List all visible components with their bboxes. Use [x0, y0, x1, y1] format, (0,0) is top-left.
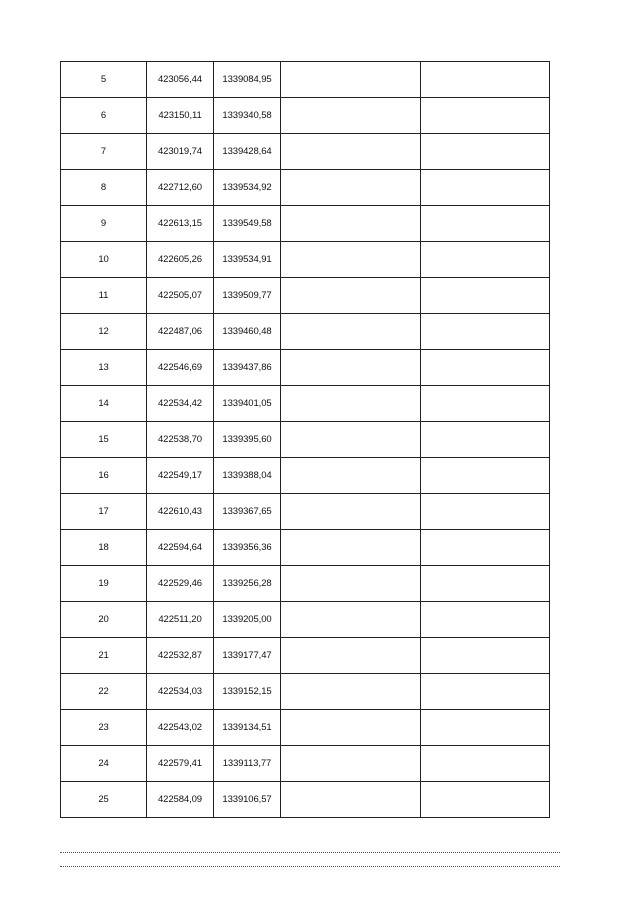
x-coordinate-cell: 422534,42: [147, 386, 214, 422]
blank-cell-5: [421, 314, 550, 350]
x-coordinate-cell: 422610,43: [147, 494, 214, 530]
y-coordinate-cell: 1339428,64: [214, 134, 281, 170]
table-row: [61, 782, 550, 818]
blank-cell-4: [281, 98, 421, 134]
x-coordinate-cell: 422543,02: [147, 710, 214, 746]
blank-cell-4: [281, 206, 421, 242]
blank-cell-5: [421, 62, 550, 98]
table-row: [61, 674, 550, 710]
blank-cell-4: [281, 710, 421, 746]
blank-cell-4: [281, 638, 421, 674]
point-number-cell: 16: [61, 458, 147, 494]
blank-cell-5: [421, 782, 550, 818]
y-coordinate-cell: 1339152,15: [214, 674, 281, 710]
blank-cell-5: [421, 674, 550, 710]
point-number-cell: 20: [61, 602, 147, 638]
y-coordinate-cell: 1339534,92: [214, 170, 281, 206]
y-coordinate-cell: 1339549,58: [214, 206, 281, 242]
blank-cell-5: [421, 746, 550, 782]
blank-cell-5: [421, 602, 550, 638]
point-number-cell: 14: [61, 386, 147, 422]
dotted-separator-bottom: [60, 866, 560, 867]
point-number-cell: 8: [61, 170, 147, 206]
blank-cell-5: [421, 422, 550, 458]
y-coordinate-cell: 1339256,28: [214, 566, 281, 602]
y-coordinate-cell: 1339401,05: [214, 386, 281, 422]
y-coordinate-cell: 1339106,57: [214, 782, 281, 818]
blank-cell-4: [281, 242, 421, 278]
table-row: [61, 458, 550, 494]
x-coordinate-cell: 422712,60: [147, 170, 214, 206]
point-number-cell: 23: [61, 710, 147, 746]
blank-cell-4: [281, 782, 421, 818]
blank-cell-4: [281, 674, 421, 710]
point-number-cell: 12: [61, 314, 147, 350]
y-coordinate-cell: 1339367,65: [214, 494, 281, 530]
table-row: [61, 278, 550, 314]
coordinates-table: [60, 61, 550, 818]
point-number-cell: 25: [61, 782, 147, 818]
y-coordinate-cell: 1339534,91: [214, 242, 281, 278]
x-coordinate-cell: 422534,03: [147, 674, 214, 710]
point-number-cell: 10: [61, 242, 147, 278]
blank-cell-5: [421, 386, 550, 422]
blank-cell-5: [421, 494, 550, 530]
blank-cell-4: [281, 422, 421, 458]
x-coordinate-cell: 422549,17: [147, 458, 214, 494]
table-row: [61, 206, 550, 242]
x-coordinate-cell: 422505,07: [147, 278, 214, 314]
table-row: [61, 602, 550, 638]
y-coordinate-cell: 1339084,95: [214, 62, 281, 98]
y-coordinate-cell: 1339177,47: [214, 638, 281, 674]
point-number-cell: 21: [61, 638, 147, 674]
blank-cell-4: [281, 134, 421, 170]
y-coordinate-cell: 1339356,36: [214, 530, 281, 566]
x-coordinate-cell: 422511,20: [147, 602, 214, 638]
table-row: [61, 422, 550, 458]
blank-cell-4: [281, 494, 421, 530]
point-number-cell: 24: [61, 746, 147, 782]
table-row: [61, 314, 550, 350]
x-coordinate-cell: 423019,74: [147, 134, 214, 170]
blank-cell-5: [421, 530, 550, 566]
blank-cell-4: [281, 278, 421, 314]
point-number-cell: 18: [61, 530, 147, 566]
point-number-cell: 5: [61, 62, 147, 98]
blank-cell-4: [281, 458, 421, 494]
coordinates-table-body: [61, 62, 550, 818]
blank-cell-5: [421, 278, 550, 314]
x-coordinate-cell: 423056,44: [147, 62, 214, 98]
y-coordinate-cell: 1339113,77: [214, 746, 281, 782]
x-coordinate-cell: 422584,09: [147, 782, 214, 818]
table-row: [61, 170, 550, 206]
table-row: [61, 530, 550, 566]
x-coordinate-cell: 422529,46: [147, 566, 214, 602]
blank-cell-4: [281, 746, 421, 782]
table-row: [61, 746, 550, 782]
blank-cell-5: [421, 206, 550, 242]
point-number-cell: 15: [61, 422, 147, 458]
x-coordinate-cell: 422594,64: [147, 530, 214, 566]
x-coordinate-cell: 423150,11: [147, 98, 214, 134]
blank-cell-4: [281, 566, 421, 602]
table-row: [61, 638, 550, 674]
blank-cell-5: [421, 710, 550, 746]
blank-cell-5: [421, 566, 550, 602]
blank-cell-4: [281, 314, 421, 350]
point-number-cell: 22: [61, 674, 147, 710]
blank-cell-4: [281, 170, 421, 206]
blank-cell-5: [421, 170, 550, 206]
table-row: [61, 494, 550, 530]
x-coordinate-cell: 422613,15: [147, 206, 214, 242]
table-row: [61, 386, 550, 422]
table-row: [61, 242, 550, 278]
point-number-cell: 11: [61, 278, 147, 314]
table-row: [61, 62, 550, 98]
x-coordinate-cell: 422532,87: [147, 638, 214, 674]
table-row: [61, 710, 550, 746]
y-coordinate-cell: 1339134,51: [214, 710, 281, 746]
y-coordinate-cell: 1339340,58: [214, 98, 281, 134]
x-coordinate-cell: 422538,70: [147, 422, 214, 458]
table-row: [61, 134, 550, 170]
y-coordinate-cell: 1339388,04: [214, 458, 281, 494]
blank-cell-4: [281, 62, 421, 98]
table-row: [61, 566, 550, 602]
point-number-cell: 19: [61, 566, 147, 602]
table-row: [61, 98, 550, 134]
y-coordinate-cell: 1339509,77: [214, 278, 281, 314]
dotted-separator-top: [60, 852, 560, 853]
y-coordinate-cell: 1339205,00: [214, 602, 281, 638]
blank-cell-4: [281, 350, 421, 386]
blank-cell-5: [421, 350, 550, 386]
point-number-cell: 17: [61, 494, 147, 530]
x-coordinate-cell: 422487,06: [147, 314, 214, 350]
blank-cell-5: [421, 134, 550, 170]
table-row: [61, 350, 550, 386]
y-coordinate-cell: 1339437,86: [214, 350, 281, 386]
point-number-cell: 13: [61, 350, 147, 386]
blank-cell-5: [421, 242, 550, 278]
blank-cell-5: [421, 458, 550, 494]
point-number-cell: 7: [61, 134, 147, 170]
point-number-cell: 6: [61, 98, 147, 134]
y-coordinate-cell: 1339460,48: [214, 314, 281, 350]
blank-cell-4: [281, 386, 421, 422]
blank-cell-5: [421, 638, 550, 674]
x-coordinate-cell: 422605,26: [147, 242, 214, 278]
blank-cell-5: [421, 98, 550, 134]
blank-cell-4: [281, 602, 421, 638]
x-coordinate-cell: 422546,69: [147, 350, 214, 386]
point-number-cell: 9: [61, 206, 147, 242]
blank-cell-4: [281, 530, 421, 566]
x-coordinate-cell: 422579,41: [147, 746, 214, 782]
y-coordinate-cell: 1339395,60: [214, 422, 281, 458]
